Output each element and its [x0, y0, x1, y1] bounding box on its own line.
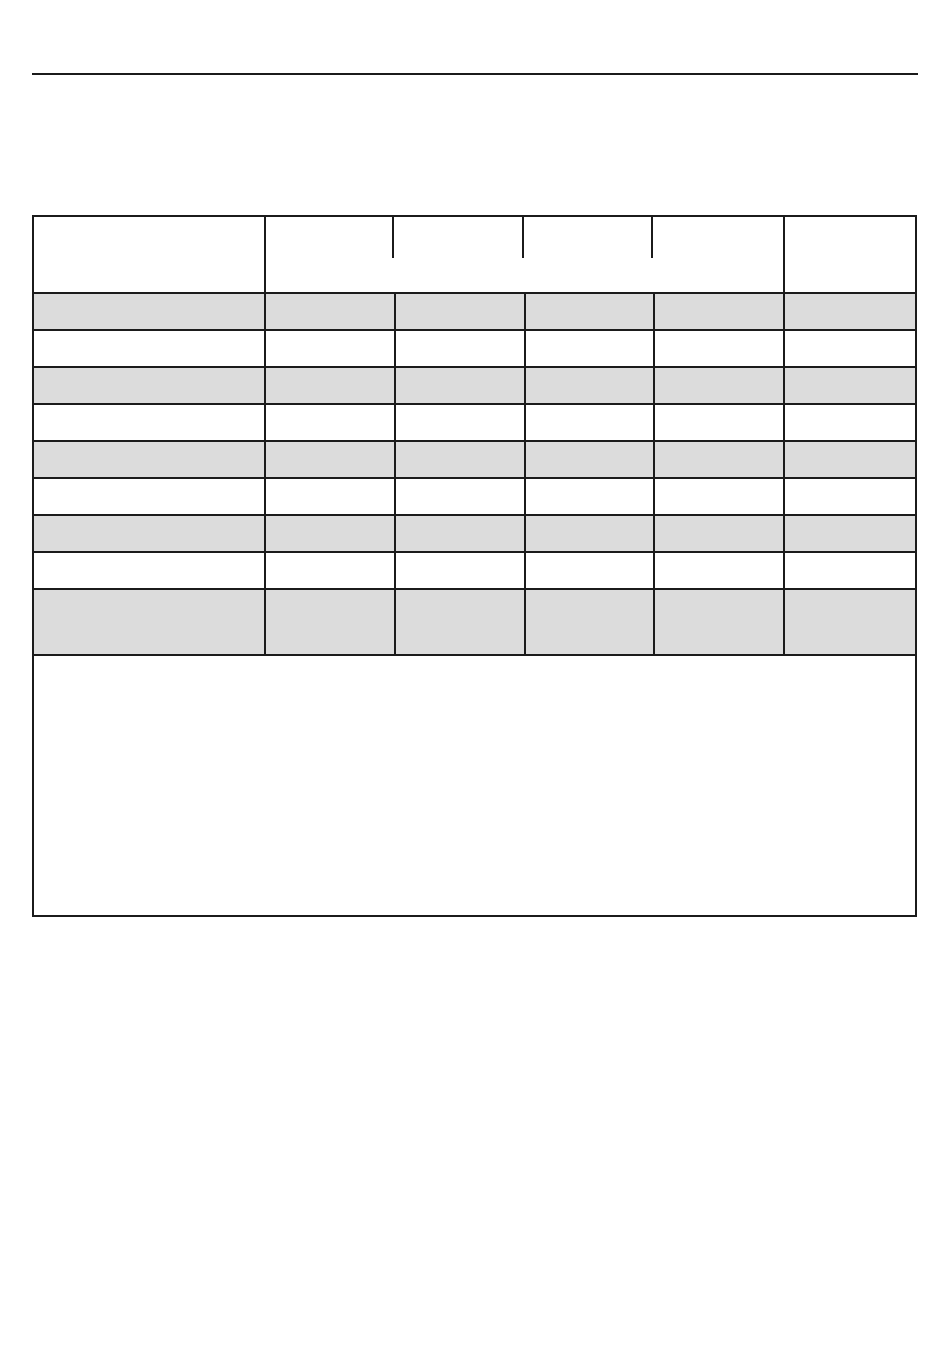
- table-cell: [33, 478, 265, 515]
- table-row: [33, 441, 916, 478]
- table-cell: [525, 367, 654, 404]
- table-cell: [784, 515, 916, 552]
- table-footer-row: [33, 655, 916, 916]
- table-row: [33, 367, 916, 404]
- table-cell: [784, 330, 916, 367]
- table-cell: [395, 515, 525, 552]
- table-cell: [784, 478, 916, 515]
- table-cell: [525, 478, 654, 515]
- header-cell-first: [33, 216, 265, 293]
- table-cell: [395, 330, 525, 367]
- table-cell: [525, 404, 654, 441]
- table-cell: [33, 552, 265, 589]
- table-cell: [395, 478, 525, 515]
- table-cell: [395, 293, 525, 330]
- table-cell: [784, 441, 916, 478]
- table-cell: [265, 367, 395, 404]
- table-row: [33, 552, 916, 589]
- table-cell: [654, 367, 784, 404]
- table-row: [33, 478, 916, 515]
- table-cell: [525, 589, 654, 655]
- table-cell: [265, 515, 395, 552]
- table-cell: [654, 441, 784, 478]
- table-cell: [525, 330, 654, 367]
- table-cell: [654, 552, 784, 589]
- header-cell-last: [784, 216, 916, 293]
- table-cell: [525, 552, 654, 589]
- header-divider-tick: [392, 217, 394, 258]
- table-cell: [33, 515, 265, 552]
- table-cell: [395, 404, 525, 441]
- table-cell: [784, 589, 916, 655]
- table-cell: [33, 404, 265, 441]
- table-cell: [784, 404, 916, 441]
- table-cell: [265, 478, 395, 515]
- table-cell: [654, 293, 784, 330]
- table-row: [33, 404, 916, 441]
- table-cell: [33, 330, 265, 367]
- table-cell: [33, 441, 265, 478]
- table-row: [33, 589, 916, 655]
- table-cell: [33, 367, 265, 404]
- table-cell: [784, 367, 916, 404]
- header-divider-tick: [522, 217, 524, 258]
- header-divider-tick: [651, 217, 653, 258]
- header-cell-middle: [265, 216, 784, 293]
- data-table: [32, 215, 917, 917]
- table-cell: [784, 293, 916, 330]
- table-cell: [654, 515, 784, 552]
- table-cell: [395, 589, 525, 655]
- table-cell: [525, 441, 654, 478]
- table-cell: [395, 441, 525, 478]
- table-cell: [525, 293, 654, 330]
- table-row: [33, 330, 916, 367]
- table-cell: [33, 589, 265, 655]
- table-row: [33, 293, 916, 330]
- table-cell: [265, 330, 395, 367]
- table-cell: [265, 552, 395, 589]
- table-cell: [395, 552, 525, 589]
- table-cell: [525, 515, 654, 552]
- notes-cell: [33, 655, 916, 916]
- table-cell: [265, 404, 395, 441]
- table-cell: [395, 367, 525, 404]
- table-cell: [784, 552, 916, 589]
- table-cell: [654, 330, 784, 367]
- table-cell: [654, 478, 784, 515]
- table-cell: [265, 293, 395, 330]
- table-cell: [654, 589, 784, 655]
- table-header-row: [33, 216, 916, 293]
- table-cell: [654, 404, 784, 441]
- table-cell: [265, 441, 395, 478]
- table-cell: [33, 293, 265, 330]
- table-cell: [265, 589, 395, 655]
- horizontal-rule: [32, 73, 918, 75]
- table-row: [33, 515, 916, 552]
